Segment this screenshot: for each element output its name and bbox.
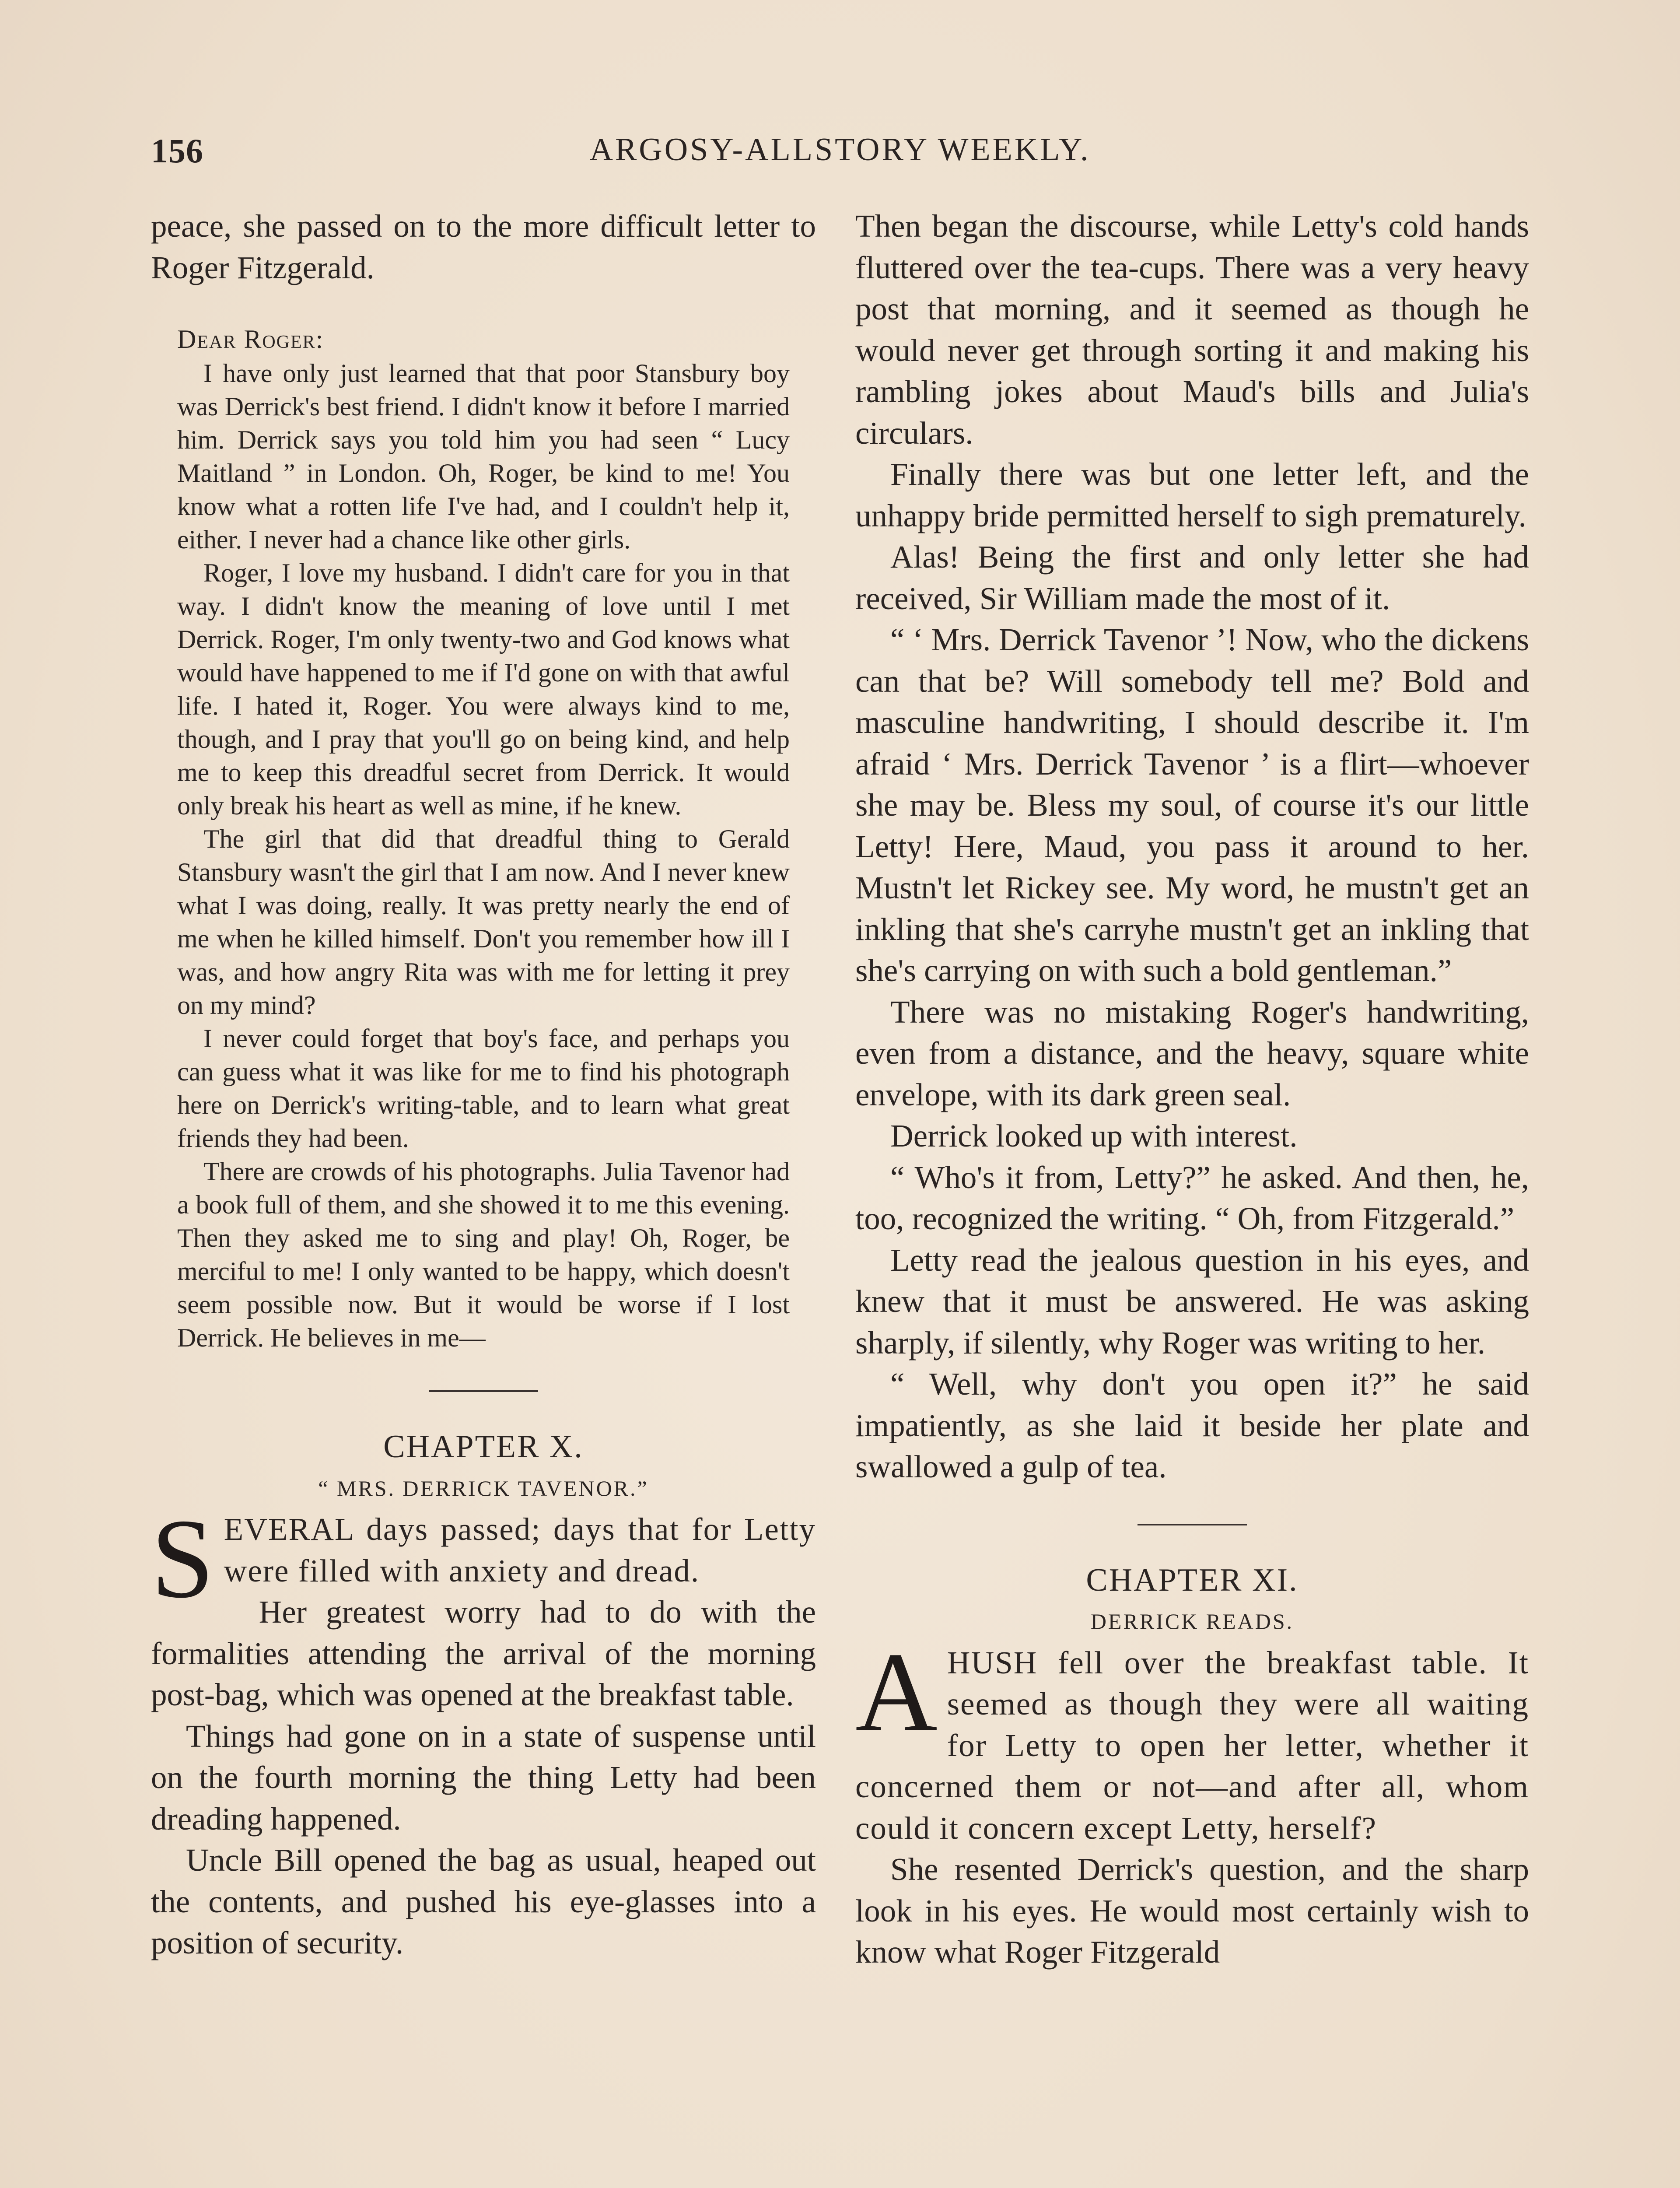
dropcap-paragraph — [151, 1496, 816, 1622]
paragraph: Finally there was but one letter left, and the unhappy bride permitted herself to sigh prematurely. — [855, 456, 1529, 533]
chapter-subtitle: DERRICK READS. — [1090, 1609, 1294, 1634]
paragraph: “ ‘ Mrs. Derrick Tavenor ’! Now, who the dickens can that be? Will somebody tell me? Bold and masculine handwriting, I should describe it. I'm afraid ‘ Mrs. Derrick Tavenor ’ is a flirt—whoever she may be. Bless my soul, of course it's our little Letty! Here, Maud, you pass it around to her. Mustn't let Rickey see. My word, he mustn't get an inkling that she's carryhe mustn't get an inkling that she's carrying on with such a bold gentleman.” — [855, 622, 1529, 988]
letter-block — [177, 323, 790, 1354]
section-divider — [429, 1390, 538, 1392]
paragraph: “ Who's it from, Letty?” he asked. And then, he, too, recognized the writing. “ Oh, from Fitzgerald.” — [855, 1159, 1529, 1236]
dropcap-paragraph-text: HUSH fell over the breakfast table. It seemed as though they were all waiting for Letty to open her letter, whether it concerned them or not—and after all, whom could it concern except Letty, herself? — [855, 1645, 1529, 1846]
letter-paragraph: There are crowds of his photographs. Julia Tavenor had a book full of them, and she showed it to me this evening. Then they asked me to sing and play! Oh, Roger, be merciful to me! I only wanted to be happy, which doesn't seem possible now. But it would be worse if I lost Derrick. He believes in me— — [177, 1157, 790, 1352]
chapter-subtitle: “ MRS. DERRICK TAVENOR.” — [318, 1476, 649, 1501]
chapter-title: CHAPTER X. — [383, 1429, 584, 1465]
right-column — [855, 206, 1529, 1973]
running-title: ARGOSY-ALLSTORY WEEKLY. — [589, 132, 1091, 168]
paragraph: She resented Derrick's question, and the sharp look in his eyes. He would most certainly wish to know what Roger Fitzgerald — [855, 1851, 1529, 1970]
paragraph: Alas! Being the first and only letter she had received, Sir William made the most of it. — [855, 539, 1529, 616]
section-divider — [1138, 1524, 1247, 1525]
paragraph: Her greatest worry had to do with the formalities attending the arrival of the morning post-bag, which was opened at the breakfast table. — [151, 1594, 816, 1712]
letter-salutation: Dear Roger: — [177, 325, 324, 354]
paragraph: peace, she passed on to the more difficult letter to Roger Fitzgerald. — [151, 208, 816, 285]
paragraph: Letty read the jealous question in his eyes, and knew that it must be answered. He was asking sharply, if silently, why Roger was writing to her. — [855, 1242, 1529, 1360]
page-number: 156 — [151, 132, 203, 170]
paragraph: “ Well, why don't you open it?” he said impatiently, as she laid it beside her plate and swallowed a gulp of tea. — [855, 1366, 1529, 1484]
letter-paragraph: I never could forget that boy's face, and perhaps you can guess what it was like for me to find his photograph here on Derrick's writing-table, and to learn what great friends they had been. — [177, 1024, 790, 1153]
paragraph: Uncle Bill opened the bag as usual, heaped out the contents, and pushed his eye-glasses into a position of security. — [151, 1842, 816, 1960]
drop-cap: S — [151, 1496, 214, 1622]
paragraph: Then began the discourse, while Letty's cold hands fluttered over the tea-cups. There was a very heavy post that morning, and it seemed as though he would never get through sorting it and making his rambling jokes about Maud's bills and Julia's circulars. — [855, 208, 1529, 451]
left-column — [151, 206, 816, 1964]
letter-paragraph: Roger, I love my husband. I didn't care for you in that way. I didn't know the meaning of love until I met Derrick. Roger, I'm only twenty-two and God knows what would have happened to me if I'd gone on with that awful life. I hated it, Roger. You were always kind to me, though, and I pray that you'll go on being kind, and help me to keep this dreadful secret from Derrick. It would only break his heart as well as mine, if he knew. — [177, 558, 790, 820]
paragraph: Things had gone on in a state of suspense until on the fourth morning the thing Letty had been dreading happened. — [151, 1718, 816, 1837]
page-header — [151, 131, 1529, 179]
dropcap-paragraph-text: EVERAL days passed; days that for Letty were filled with anxiety and dread. — [224, 1511, 816, 1588]
paragraph: There was no mistaking Roger's handwriting, even from a distance, and the heavy, square white envelope, with its dark green seal. — [855, 994, 1529, 1112]
drop-cap: A — [855, 1629, 938, 1755]
chapter-title: CHAPTER XI. — [1086, 1562, 1298, 1598]
dropcap-paragraph — [855, 1629, 1529, 1849]
paragraph: Derrick looked up with interest. — [890, 1118, 1298, 1154]
letter-paragraph: The girl that did that dreadful thing to Gerald Stansbury wasn't the girl that I am now. And I never knew what I was doing, really. It was pretty nearly the end of me when he killed himself. Don't you remember how ill I was, and how angry Rita was with me for letting it prey on my mind? — [177, 824, 790, 1020]
letter-paragraph: I have only just learned that that poor Stansbury boy was Derrick's best friend. I didn't know it before I married him. Derrick says you told him you had seen “ Lucy Maitland ” in London. Oh, Roger, be kind to me! You know what a rotten life I've had, and I couldn't help it, either. I never had a chance like other girls. — [177, 359, 790, 554]
